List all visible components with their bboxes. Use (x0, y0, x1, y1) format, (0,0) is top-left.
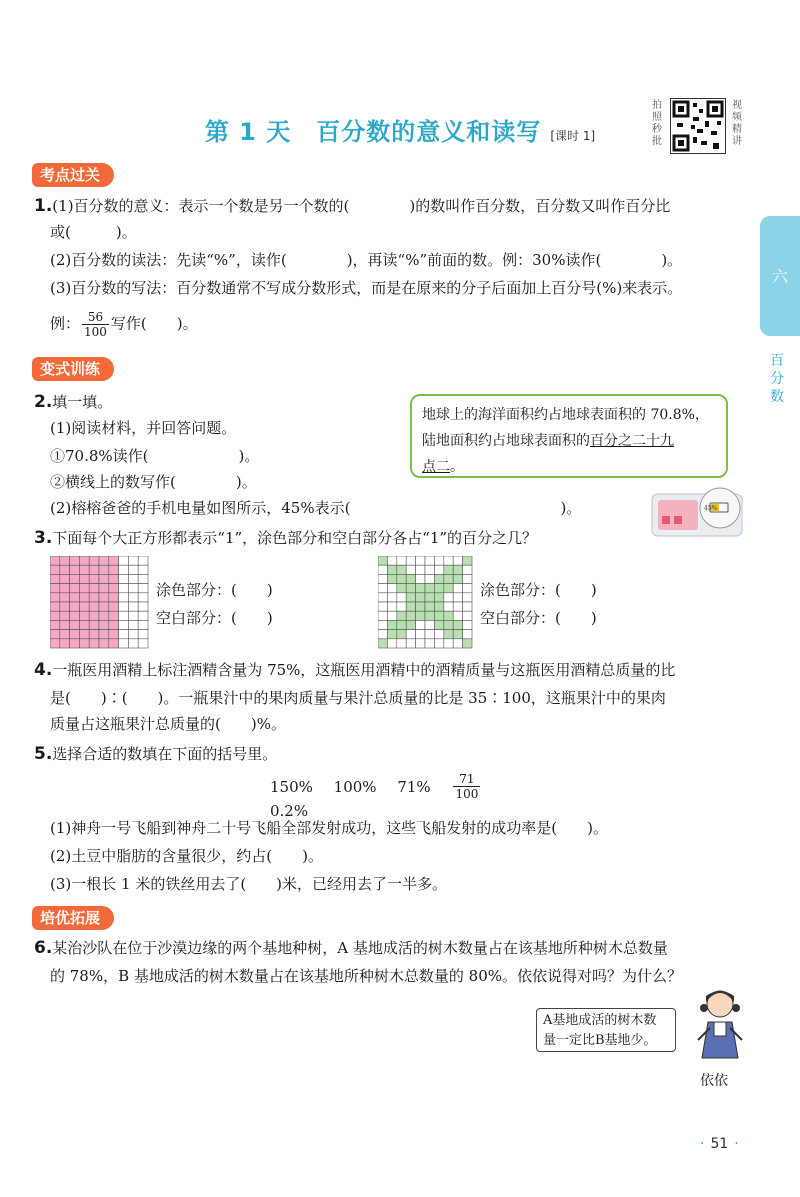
grid-cell (109, 584, 119, 593)
grid-cell (119, 611, 129, 620)
q4-text1: 一瓶医用酒精上标注酒精含量为 75%，这瓶医用酒精中的酒精质量与这瓶医用酒精总质量的比 (52, 661, 676, 679)
option-frac-den: 100 (455, 787, 479, 801)
section-badge-bianshi: 变式训练 (32, 357, 114, 381)
grid-cell (119, 602, 129, 611)
chapter-name: 百分数 (770, 353, 784, 405)
grid-cell (425, 574, 434, 583)
grid-cell (463, 556, 472, 565)
grid-cell (138, 556, 148, 565)
lesson-tag: [课时 1] (550, 129, 596, 143)
grid-cell (378, 639, 387, 648)
grid-cell (79, 593, 89, 602)
grid-cell (99, 602, 109, 611)
hundred-grid-1 (50, 556, 150, 650)
grid-cell (444, 593, 453, 602)
grid-cell (70, 602, 80, 611)
grid-cell (128, 620, 138, 629)
grid-cell (109, 556, 119, 565)
grid-cell (453, 565, 462, 574)
hundred-grid-2 (378, 556, 474, 650)
grid-cell (128, 611, 138, 620)
grid-cell (70, 565, 80, 574)
grid-cell (109, 593, 119, 602)
option-71: 71% (397, 777, 431, 796)
q6-line1 (34, 938, 668, 958)
grid-cell (387, 574, 396, 583)
grid-cell (128, 574, 138, 583)
grid-cell (406, 593, 415, 602)
page-title: 第 1 天 百分数的意义和读写 (204, 118, 542, 146)
q1-frac-num: 56 (82, 310, 109, 325)
grid-cell (416, 565, 425, 574)
grid-cell (79, 620, 89, 629)
grid-cell (99, 593, 109, 602)
grid-cell (50, 620, 60, 629)
q1-number: 1. (34, 196, 53, 216)
grid-cell (387, 611, 396, 620)
qr-code-icon[interactable] (670, 98, 726, 154)
grid-cell (378, 584, 387, 593)
grid-cell (406, 556, 415, 565)
qr-left-text: 拍照秒批 (652, 100, 662, 147)
grid-cell (463, 602, 472, 611)
grid-cell (109, 602, 119, 611)
grid-cell (128, 602, 138, 611)
grid-cell (387, 565, 396, 574)
battery-percent: 45% (704, 505, 718, 512)
grid-cell (397, 620, 406, 629)
q1-line4: (3)百分数的写法：百分数通常不写成分数形式，而是在原来的分子后面加上百分号(%)来表示。 (50, 279, 683, 297)
grid-cell (109, 630, 119, 639)
grid-cell (70, 556, 80, 565)
grid-cell (79, 602, 89, 611)
grid2-shaded-label: 涂色部分：( ) (480, 581, 597, 599)
q3-title: 下面每个大正方形都表示“1”，涂色部分和空白部分各占“1”的百分之几？ (52, 529, 538, 547)
grid-cell (60, 574, 70, 583)
option-100: 100% (333, 777, 377, 796)
grid-cell (434, 611, 443, 620)
grid-cell (50, 602, 60, 611)
q2-line4: (2)榕榕爸爸的手机电量如图所示，45%表示( )。 (50, 499, 582, 517)
grid-cell (453, 611, 462, 620)
grid-cell (434, 602, 443, 611)
grid-cell (378, 630, 387, 639)
grid1-blank-label: 空白部分：( ) (156, 609, 273, 627)
grid-cell (89, 639, 99, 648)
girl-character-icon (690, 986, 750, 1066)
info-underlined-b: 点二 (422, 459, 450, 475)
grid-cell (397, 584, 406, 593)
grid-cell (109, 565, 119, 574)
grid-cell (444, 602, 453, 611)
grid-cell (119, 639, 129, 648)
grid-cell (50, 565, 60, 574)
grid-cell (138, 584, 148, 593)
grid-cell (60, 639, 70, 648)
grid-cell (397, 602, 406, 611)
grid-cell (425, 584, 434, 593)
grid-cell (444, 630, 453, 639)
grid-cell (128, 639, 138, 648)
grid-cell (109, 620, 119, 629)
grid-cell (60, 620, 70, 629)
section-badge-peiyou: 培优拓展 (32, 906, 114, 930)
q1-line3: (2)百分数的读法：先读“%”，读作( )，再读“%”前面的数。例：30%读作( )。 (50, 251, 683, 269)
q2-title: 填一填。 (52, 393, 113, 411)
q1-fraction (82, 310, 109, 339)
grid-cell (387, 630, 396, 639)
grid-cell (50, 574, 60, 583)
grid-cell (453, 620, 462, 629)
grid-cell (453, 574, 462, 583)
grid-cell (416, 574, 425, 583)
grid-cell (60, 602, 70, 611)
grid-cell (119, 630, 129, 639)
q1-example-label: 例： (50, 314, 81, 333)
page-number-row: · 51 · (700, 1136, 739, 1152)
q5-line1: (1)神舟一号飞船到神舟二十号飞船全部发射成功，这些飞船发射的成功率是( )。 (50, 819, 608, 837)
q4-line3: 质量占这瓶果汁总质量的( )%。 (50, 715, 286, 733)
grid-cell (138, 602, 148, 611)
grid-cell (434, 639, 443, 648)
grid-cell (406, 630, 415, 639)
q2-line3: ②横线上的数写作( )。 (50, 473, 257, 491)
grid-cell (70, 639, 80, 648)
grid-cell (70, 593, 80, 602)
grid-cell (378, 593, 387, 602)
grid-cell (425, 565, 434, 574)
chapter-tab[interactable] (760, 216, 800, 336)
grid-cell (387, 556, 396, 565)
grid-cell (89, 584, 99, 593)
grid-cell (138, 593, 148, 602)
grid-cell (128, 565, 138, 574)
grid-cell (89, 611, 99, 620)
grid-cell (444, 584, 453, 593)
grid-cell (453, 584, 462, 593)
grid-cell (453, 630, 462, 639)
grid-cell (406, 574, 415, 583)
grid-cell (397, 593, 406, 602)
q2-line2: ①70.8%读作( )。 (50, 447, 260, 465)
grid-cell (50, 611, 60, 620)
grid-cell (89, 574, 99, 583)
grid-cell (109, 611, 119, 620)
q5-line3: (3)一根长 1 米的铁丝用去了( )米，已经用去了一半多。 (50, 875, 448, 893)
grid-cell (416, 639, 425, 648)
grid-cell (99, 574, 109, 583)
grid-cell (444, 620, 453, 629)
grid-cell (378, 574, 387, 583)
grid-cell (416, 556, 425, 565)
grid-cell (416, 630, 425, 639)
q4-number: 4. (34, 660, 53, 680)
grid-cell (128, 593, 138, 602)
grid-cell (425, 611, 434, 620)
grid-cell (463, 630, 472, 639)
grid-cell (397, 630, 406, 639)
grid-cell (444, 565, 453, 574)
reading-material-box (410, 394, 728, 478)
grid-cell (79, 556, 89, 565)
grid-cell (463, 565, 472, 574)
grid-cell (50, 584, 60, 593)
grid-cell (99, 584, 109, 593)
grid-cell (387, 593, 396, 602)
grid-cell (70, 584, 80, 593)
grid-cell (89, 630, 99, 639)
q1-line1 (34, 196, 670, 216)
grid-cell (70, 611, 80, 620)
q6-number: 6. (34, 938, 53, 958)
option-150: 150% (270, 777, 313, 796)
grid-cell (99, 565, 109, 574)
grid-cell (119, 574, 129, 583)
grid-cell (50, 556, 60, 565)
grid-cell (60, 611, 70, 620)
qr-right-text: 视频精讲 (732, 100, 742, 147)
grid-cell (70, 574, 80, 583)
grid-cell (434, 565, 443, 574)
grid-cell (434, 574, 443, 583)
info-line3 (422, 454, 716, 480)
phone-battery-icon (650, 486, 746, 538)
grid-cell (463, 593, 472, 602)
section-badge-kaodian: 考点过关 (32, 163, 114, 187)
q5-title-line (34, 744, 277, 764)
q1-line5 (50, 310, 198, 339)
grid-cell (463, 639, 472, 648)
q5-line2: (2)土豆中脂肪的含量很少，约占( )。 (50, 847, 323, 865)
q1-text1: (1)百分数的意义：表示一个数是另一个数的( )的数叫作百分数，百分数又叫作百分比 (52, 197, 671, 215)
grid-cell (444, 574, 453, 583)
grid-cell (378, 620, 387, 629)
grid-cell (425, 556, 434, 565)
speech-line1: A基地成活的树木数 (543, 1013, 657, 1028)
grid-cell (397, 574, 406, 583)
grid-cell (119, 556, 129, 565)
info-line3-end: 。 (450, 459, 464, 475)
grid-cell (416, 593, 425, 602)
grid-cell (453, 556, 462, 565)
grid-cell (425, 630, 434, 639)
grid-cell (406, 602, 415, 611)
q4-line1 (34, 660, 675, 680)
grid-cell (89, 602, 99, 611)
grid-cell (444, 556, 453, 565)
grid-cell (397, 611, 406, 620)
grid-cell (109, 639, 119, 648)
q1-example-text: 写作( )。 (110, 314, 198, 333)
grid-cell (99, 611, 109, 620)
grid-cell (89, 620, 99, 629)
option-fraction (453, 772, 496, 801)
grid-cell (416, 602, 425, 611)
grid-cell (434, 630, 443, 639)
grid-cell (425, 602, 434, 611)
q5-options (270, 772, 570, 820)
grid-cell (60, 593, 70, 602)
grid-cell (89, 593, 99, 602)
grid-cell (79, 574, 89, 583)
grid-cell (60, 584, 70, 593)
character-name: 依依 (700, 1073, 728, 1089)
info-line1: 地球上的海洋面积约占地球表面积的 70.8%， (422, 407, 709, 423)
grid-cell (425, 593, 434, 602)
option-frac-num: 71 (453, 772, 480, 787)
grid-cell (99, 630, 109, 639)
info-underlined-a: 百分之二十九 (590, 433, 674, 449)
grid-cell (453, 593, 462, 602)
grid-cell (70, 630, 80, 639)
grid-cell (50, 639, 60, 648)
grid-cell (434, 620, 443, 629)
grid-cell (128, 584, 138, 593)
grid-cell (99, 556, 109, 565)
grid-cell (387, 602, 396, 611)
grid-cell (463, 620, 472, 629)
grid-cell (60, 630, 70, 639)
grid-cell (434, 556, 443, 565)
grid-cell (60, 565, 70, 574)
grid-cell (463, 584, 472, 593)
q4-line2: 是( )∶( )。一瓶果汁中的果肉质量与果汁总质量的比是 35∶100，这瓶果汁中的果肉 (50, 689, 666, 707)
grid-cell (425, 639, 434, 648)
q5-number: 5. (34, 744, 53, 764)
grid-cell (138, 611, 148, 620)
q6-line2: 的 78%，B 基地成活的树木数量占在该基地所种树木总数量的 80%。依依说得对吗？为什么？ (50, 967, 683, 985)
grid-cell (397, 565, 406, 574)
q6-text1: 某治沙队在位于沙漠边缘的两个基地种树，A 基地成活的树木数量占在该基地所种树木总数量 (52, 939, 668, 957)
grid-cell (434, 593, 443, 602)
grid-cell (453, 602, 462, 611)
grid-cell (397, 639, 406, 648)
q1-frac-den: 100 (84, 325, 107, 339)
grid-cell (79, 584, 89, 593)
grid-cell (50, 593, 60, 602)
option-0-2: 0.2% (270, 802, 309, 820)
q2-number: 2. (34, 392, 53, 412)
grid-cell (416, 584, 425, 593)
page-number: 51 (710, 1136, 729, 1152)
grid-cell (453, 639, 462, 648)
q2-line1: (1)阅读材料，并回答问题。 (50, 419, 237, 437)
grid-cell (416, 611, 425, 620)
grid-cell (70, 620, 80, 629)
grid-cell (378, 556, 387, 565)
grid-cell (138, 630, 148, 639)
grid-cell (444, 639, 453, 648)
grid-cell (89, 556, 99, 565)
speech-line2: 量一定比B基地少。 (543, 1033, 657, 1048)
grid-cell (416, 620, 425, 629)
grid-cell (378, 611, 387, 620)
grid-cell (119, 584, 129, 593)
grid-cell (128, 630, 138, 639)
grid-cell (79, 611, 89, 620)
grid-cell (138, 565, 148, 574)
grid-cell (128, 556, 138, 565)
grid-cell (387, 584, 396, 593)
q3-title-line (34, 528, 537, 548)
grid-cell (406, 611, 415, 620)
grid-cell (387, 639, 396, 648)
grid-cell (119, 620, 129, 629)
grid-cell (79, 565, 89, 574)
grid-cell (463, 611, 472, 620)
grid-cell (406, 565, 415, 574)
speech-bubble (536, 1008, 676, 1052)
grid-cell (79, 630, 89, 639)
grid-cell (109, 574, 119, 583)
grid-cell (434, 584, 443, 593)
grid-cell (138, 639, 148, 648)
q1-line2: 或( )。 (50, 223, 137, 241)
grid-cell (387, 620, 396, 629)
q2-title-line (34, 392, 112, 412)
chapter-tab-label: 六 (771, 267, 788, 286)
grid-cell (99, 620, 109, 629)
q3-number: 3. (34, 528, 53, 548)
grid-cell (89, 565, 99, 574)
q5-title: 选择合适的数填在下面的括号里。 (52, 745, 278, 763)
grid-cell (378, 565, 387, 574)
info-line2 (422, 428, 716, 454)
grid-cell (99, 639, 109, 648)
grid-cell (79, 639, 89, 648)
grid1-shaded-label: 涂色部分：( ) (156, 581, 273, 599)
grid-cell (50, 630, 60, 639)
grid-cell (444, 611, 453, 620)
grid-cell (463, 574, 472, 583)
grid-cell (60, 556, 70, 565)
grid-cell (406, 639, 415, 648)
grid-cell (397, 556, 406, 565)
info-line2-text: 陆地面积约占地球表面积的 (422, 433, 590, 449)
grid-cell (138, 620, 148, 629)
grid-cell (406, 584, 415, 593)
grid-cell (425, 620, 434, 629)
qr-area[interactable] (652, 94, 748, 154)
grid-cell (119, 565, 129, 574)
grid-cell (406, 620, 415, 629)
grid-cell (378, 602, 387, 611)
grid-cell (138, 574, 148, 583)
grid2-blank-label: 空白部分：( ) (480, 609, 597, 627)
grid-cell (119, 593, 129, 602)
